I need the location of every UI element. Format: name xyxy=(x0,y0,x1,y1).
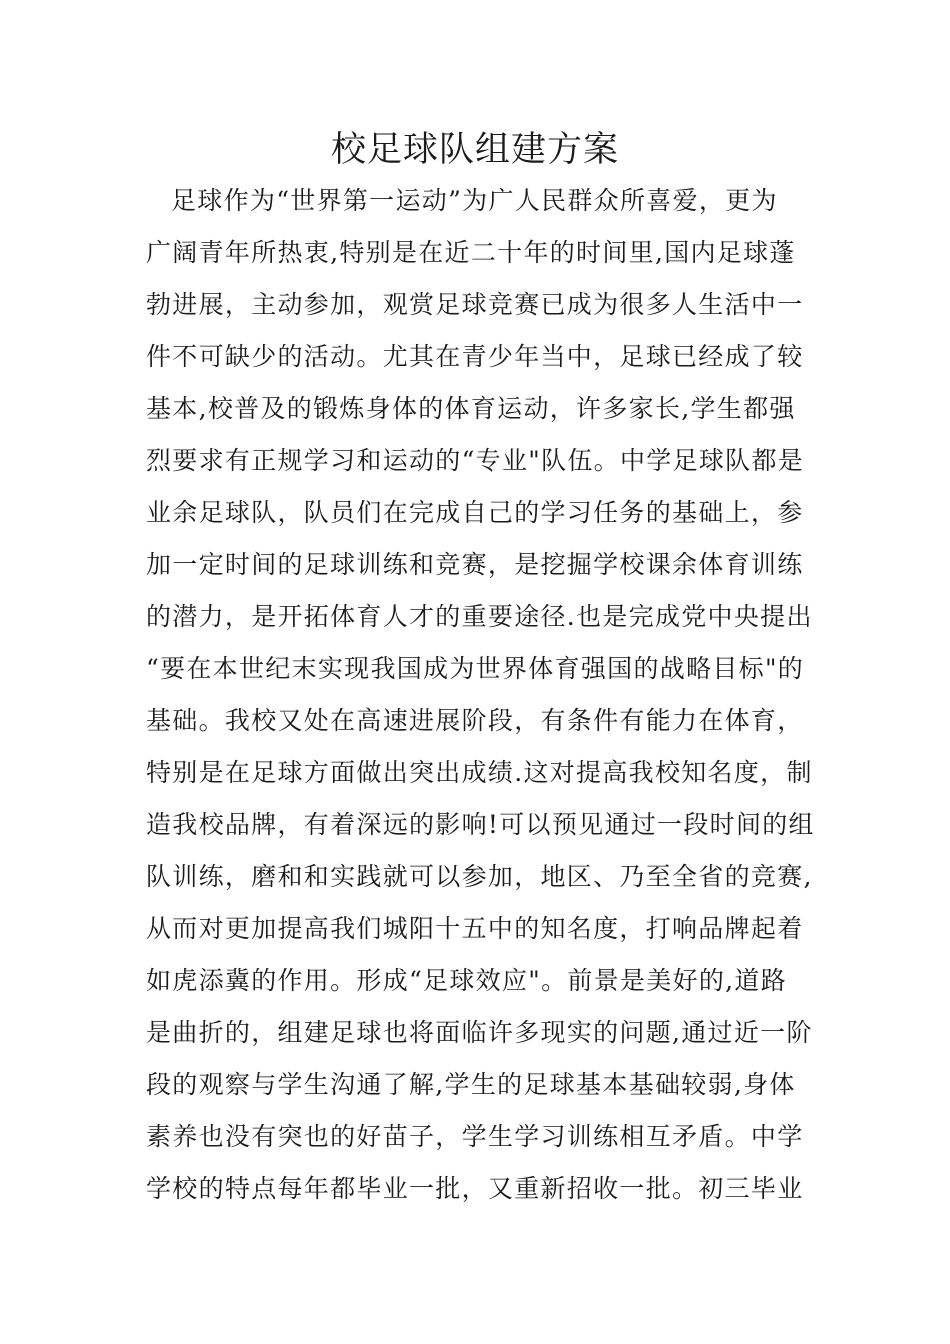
body-line: 加一定时间的足球训练和竞赛，是挖掘学校课余体育训练 xyxy=(146,550,804,579)
body-line: 队训练，磨和和实践就可以参加，地区、乃至全省的竞赛, xyxy=(146,862,813,891)
body-line: 件不可缺少的活动。尤其在青少年当中，足球已经成了较 xyxy=(146,342,804,371)
document-body xyxy=(146,175,815,1215)
body-line: 学校的特点每年都毕业一批，又重新招收一批。初三毕业 xyxy=(146,1174,804,1203)
body-line: 基本,校普及的锻炼身体的体育运动，许多家长,学生都强 xyxy=(146,394,796,423)
body-line: 特别是在足球方面做出突出成绩.这对提高我校知名度，制 xyxy=(146,758,813,787)
body-line: 足球作为“世界第一运动”为广人民群众所喜爱，更为 xyxy=(171,186,778,215)
body-line: 造我校品牌，有着深远的影响!可以预见通过一段时间的组 xyxy=(146,810,815,839)
body-line: 段的观察与学生沟通了解,学生的足球基本基础较弱,身体 xyxy=(146,1070,796,1099)
body-line: 业余足球队，队员们在完成自己的学习任务的基础上，参 xyxy=(146,498,804,527)
body-line: “要在本世纪末实现我国成为世界体育强国的战略目标"的 xyxy=(146,654,805,683)
body-line: 是曲折的，组建足球也将面临许多现实的问题,通过近一阶 xyxy=(146,1018,813,1047)
body-line: 如虎添冀的作用。形成“足球效应"。前景是美好的,道路 xyxy=(146,966,788,995)
body-line: 从而对更加提高我们城阳十五中的知名度，打响品牌起着 xyxy=(146,914,804,943)
body-line: 基础。我校又处在高速进展阶段，有条件有能力在体育， xyxy=(146,706,804,735)
body-line: 烈要求有正规学习和运动的“专业"队伍。中学足球队都是 xyxy=(146,446,805,475)
body-line: 的潜力，是开拓体育人才的重要途径.也是完成党中央提出 xyxy=(146,602,813,631)
body-line: 素养也没有突也的好苗子，学生学习训练相互矛盾。中学 xyxy=(146,1122,804,1151)
document-title: 校足球队组建方案 xyxy=(330,130,619,170)
body-line: 勃进展，主动参加，观赏足球竞赛已成为很多人生活中一 xyxy=(146,290,804,319)
body-line: 广阔青年所热衷,特别是在近二十年的时间里,国内足球蓬 xyxy=(146,238,796,267)
